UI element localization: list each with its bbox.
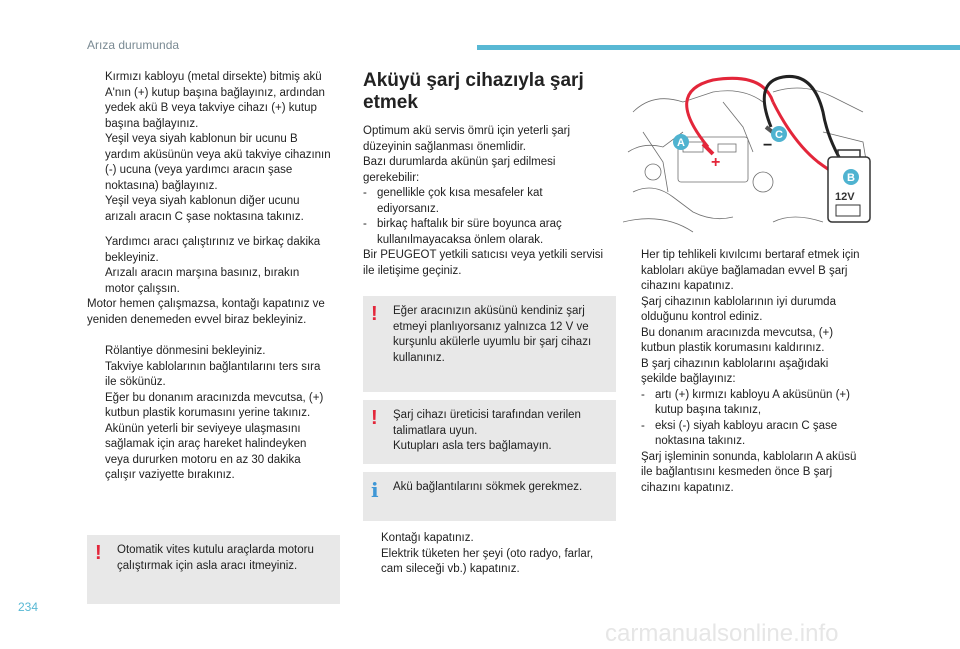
list-item <box>623 419 873 450</box>
list-item <box>363 186 618 217</box>
text-line: cihazını kapatınız. <box>641 280 734 292</box>
list-item <box>87 70 347 132</box>
text-line: Her tip tehlikeli kıvılcımı bertaraf etmek için <box>641 249 860 261</box>
list-item <box>87 391 347 422</box>
text-line: noktasına) bağlayınız. <box>105 179 218 192</box>
text-line: olduğunu kontrol ediniz. <box>641 311 763 323</box>
heading-line: etmek <box>363 92 418 113</box>
text-line: talimatlara uyun. <box>393 424 478 437</box>
text-line: Akü bağlantılarını sökmek gerekmez. <box>393 481 583 493</box>
text-line: ile sökünüz. <box>105 376 166 388</box>
text-line: etmeyi planlıyorsanız yalnızca 12 V ve <box>393 320 589 333</box>
text-line: Kutupları asla ters bağlamayın. <box>393 440 552 452</box>
paragraph <box>87 297 347 328</box>
list-item <box>623 450 873 497</box>
paragraph <box>363 248 618 279</box>
warning-box-polarity <box>363 400 616 464</box>
plus-symbol: + <box>711 154 721 171</box>
text-line: kutbun plastik korumasını yerine takınız. <box>105 407 311 419</box>
column-2 <box>363 70 618 279</box>
text-line: Otomatik vites kutulu araçlarda motoru <box>117 544 314 556</box>
text-line: kutbun plastik korumasını kaldırınız. <box>641 342 825 354</box>
text-line: A'nın (+) kutup başına bağlayınız, ardından <box>105 86 325 99</box>
label-b-badge <box>843 169 859 185</box>
text-line: Şarj işleminin sonunda, kabloların A aküsü <box>641 450 857 463</box>
warning-box-12v-charger <box>363 296 616 392</box>
text-line: cihazını kapatınız. <box>641 481 734 494</box>
text-line: kullanınız. <box>393 351 445 364</box>
dash-marker: - <box>641 419 645 432</box>
minus-symbol: − <box>763 137 773 154</box>
text-line: noktasına takınız. <box>655 435 746 447</box>
text-line: Optimum akü servis ömrü için yeterli şarj <box>363 125 571 137</box>
text-line: artı (+) kırmızı kabloyu A aküsünün (+) <box>655 388 850 401</box>
text-line: veya dururken motoru en az 30 dakika <box>105 453 301 466</box>
svg-text:B: B <box>847 172 855 184</box>
text-line: Eğer bu donanım aracınızda mevcutsa, (+) <box>105 391 324 404</box>
battery-charger-illustration <box>623 72 873 242</box>
column-1 <box>87 70 347 484</box>
text-line: Bir PEUGEOT yetkili satıcısı veya yetkili servisi <box>363 249 604 261</box>
list-item <box>87 422 347 484</box>
text-line: ile bağlantısını kesmeden önce B şarj <box>641 466 833 478</box>
list-item <box>363 217 618 248</box>
watermark: carmanualsonline.info <box>605 620 839 647</box>
section-title: Arıza durumunda <box>87 38 180 52</box>
text-line: birkaç haftalık bir süre boyunca araç <box>377 218 562 230</box>
paragraph <box>363 124 618 186</box>
text-line: yedek akü B veya takviye cihazı (+) kutup <box>105 102 317 114</box>
column-2-bottom <box>363 531 618 578</box>
text-line: Arızalı aracın marşına basınız, bırakın <box>105 267 300 279</box>
dash-marker: - <box>363 187 367 199</box>
list-item <box>623 295 873 326</box>
text-line: genellikle çok kısa mesafeler kat <box>377 187 543 199</box>
list-item <box>623 388 873 419</box>
heading <box>363 70 618 114</box>
text-line: B şarj cihazının kablolarını aşağıdaki <box>641 357 829 370</box>
text-line: yardım aküsünün veya akü takviye cihazının <box>105 148 331 161</box>
warning-icon: ! <box>95 542 102 564</box>
text-line: şekilde bağlayınız: <box>641 373 736 385</box>
text-line: kurşunlu akülerle uyumlu bir şarj cihazı <box>393 336 592 348</box>
text-line: Yeşil veya siyah kablonun diğer ucunu <box>105 195 300 207</box>
text-line: Bazı durumlarda akünün şarj edilmesi <box>363 156 556 168</box>
label-a-badge <box>673 134 689 150</box>
charger-device <box>828 150 870 222</box>
text-line: Rölantiye dönmesini bekleyiniz. <box>105 345 266 357</box>
text-line: Akünün yeterli bir seviyeye ulaşmasını <box>105 422 301 435</box>
text-line: gerekebilir: <box>363 171 420 184</box>
text-line: bekleyiniz. <box>105 251 159 264</box>
text-line: arızalı aracın C şase noktasına takınız. <box>105 210 304 223</box>
text-line: Yeşil veya siyah kablonun bir ucunu B <box>105 133 298 145</box>
list-item <box>87 194 347 225</box>
text-line: Şarj cihazı üreticisi tarafından verilen <box>393 409 581 421</box>
dash-marker: - <box>641 388 645 401</box>
text-line: ediyorsanız. <box>377 202 440 215</box>
text-line: Kırmızı kabloyu (metal dirsekte) bitmiş akü <box>105 71 322 83</box>
text-line: kutup başına takınız, <box>655 404 762 416</box>
svg-text:A: A <box>677 137 685 149</box>
list-item <box>363 547 618 578</box>
label-c-badge <box>771 126 787 142</box>
text-line: kullanılmayacaksa önlem olarak. <box>377 233 544 246</box>
column-3 <box>623 248 873 496</box>
info-icon: i <box>371 478 379 502</box>
text-line: Bu donanım aracınızda mevcutsa, (+) <box>641 326 834 339</box>
warning-icon: ! <box>371 407 378 429</box>
page-number: 234 <box>18 600 39 614</box>
text-line: cam sileceği vb.) kapatınız. <box>381 563 520 575</box>
text-line: yeniden denemeden evvel biraz bekleyiniz. <box>87 313 307 326</box>
text-line: Eğer aracınızın aküsünü kendiniz şarj <box>393 305 585 317</box>
dash-marker: - <box>363 218 367 230</box>
list-item <box>87 266 347 297</box>
text-line: Elektrik tüketen her şeyi (oto radyo, farlar, <box>381 547 594 560</box>
text-line: Motor hemen çalışmazsa, kontağı kapatınız ve <box>87 298 325 310</box>
text-line: Şarj cihazının kablolarının iyi durumda <box>641 295 836 308</box>
heading-line: Aküyü şarj cihazıyla şarj <box>363 70 584 91</box>
text-line: Yardımcı aracı çalıştırınız ve birkaç dakika <box>105 236 321 248</box>
text-line: kabloları aküye bağlamadan evvel B şarj <box>641 264 848 277</box>
list-item <box>623 357 873 388</box>
info-box-disconnect <box>363 472 616 521</box>
list-item <box>87 235 347 266</box>
warning-box-automatic-gearbox <box>87 535 340 604</box>
list-item <box>87 344 347 360</box>
text-line: (-) ucuna (veya yardımcı aracın şase <box>105 164 293 176</box>
list-item <box>623 248 873 295</box>
text-line: Takviye kablolarının bağlantılarını ters sıra <box>105 360 321 373</box>
list-item <box>623 326 873 357</box>
text-line: düzeyinin sağlanması önemlidir. <box>363 140 527 153</box>
text-line: ile iletişime geçiniz. <box>363 264 462 277</box>
svg-text:C: C <box>775 129 783 141</box>
list-item <box>87 132 347 194</box>
text-line: çalıştırmak için asla aracı itmeyiniz. <box>117 559 298 572</box>
warning-icon: ! <box>371 303 378 325</box>
text-line: motor çalışsın. <box>105 282 180 295</box>
text-line: başına bağlayınız. <box>105 117 199 130</box>
header-bar <box>477 45 960 50</box>
text-line: sağlamak için araç hareket halindeyken <box>105 438 307 450</box>
text-line: eksi (-) siyah kabloyu aracın C şase <box>655 419 838 432</box>
text-line: çalışır vaziyette bırakınız. <box>105 469 235 481</box>
list-item <box>363 531 618 547</box>
list-item <box>87 360 347 391</box>
charger-voltage: 12V <box>835 191 855 203</box>
text-line: Kontağı kapatınız. <box>381 532 474 544</box>
